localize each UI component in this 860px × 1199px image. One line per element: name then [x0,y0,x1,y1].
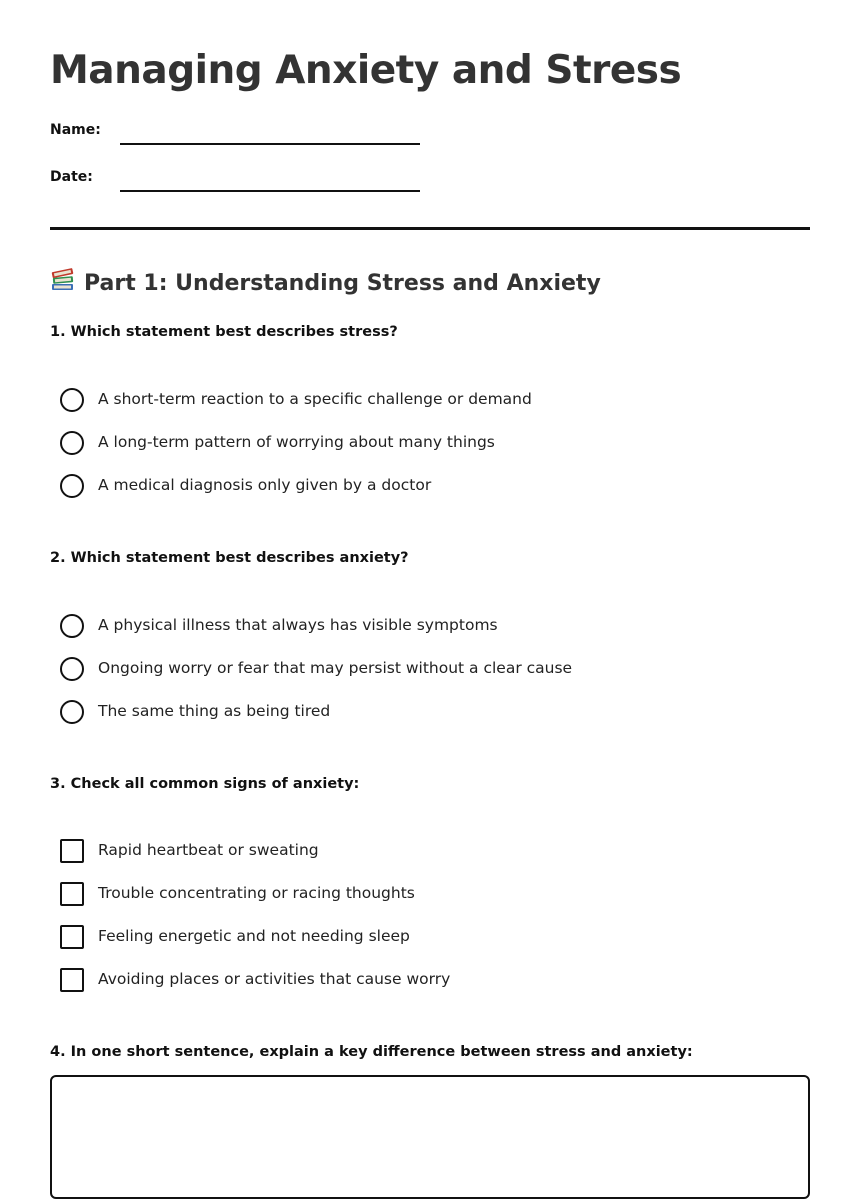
header-divider [50,227,810,230]
date-label: Date: [50,169,93,185]
worksheet-title: Managing Anxiety and Stress [50,48,682,93]
section-title [50,267,601,299]
radio-button[interactable] [60,614,84,638]
option-label: A medical diagnosis only given by a doctor [98,476,432,494]
date-input-line[interactable] [120,190,420,192]
radio-button[interactable] [60,431,84,455]
option-label: A physical illness that always has visible symptoms [98,616,498,634]
option-label: A short-term reaction to a specific challenge or demand [98,390,532,408]
name-label: Name: [50,122,101,138]
option-label: Feeling energetic and not needing sleep [98,927,410,945]
radio-button[interactable] [60,388,84,412]
radio-button[interactable] [60,474,84,498]
name-input-line[interactable] [120,143,420,145]
checkbox[interactable] [60,882,84,906]
checkbox[interactable] [60,968,84,992]
answer-textarea[interactable] [50,1075,810,1199]
option-label: Rapid heartbeat or sweating [98,841,319,859]
checkbox[interactable] [60,925,84,949]
option-label: Trouble concentrating or racing thoughts [98,884,415,902]
question-1: 1. Which statement best describes stress? [50,324,398,340]
radio-button[interactable] [60,657,84,681]
radio-button[interactable] [60,700,84,724]
checkbox[interactable] [60,839,84,863]
section-title-text: Part 1: Understanding Stress and Anxiety [84,271,601,296]
option-label: A long-term pattern of worrying about many things [98,433,495,451]
option-label: Ongoing worry or fear that may persist without a clear cause [98,659,573,677]
option-label: The same thing as being tired [98,702,331,720]
books-icon [50,267,76,299]
question-2: 2. Which statement best describes anxiety? [50,550,409,566]
question-4: 4. In one short sentence, explain a key difference between stress and anxiety: [50,1044,693,1060]
option-label: Avoiding places or activities that cause worry [98,970,451,988]
question-3: 3. Check all common signs of anxiety: [50,776,360,792]
